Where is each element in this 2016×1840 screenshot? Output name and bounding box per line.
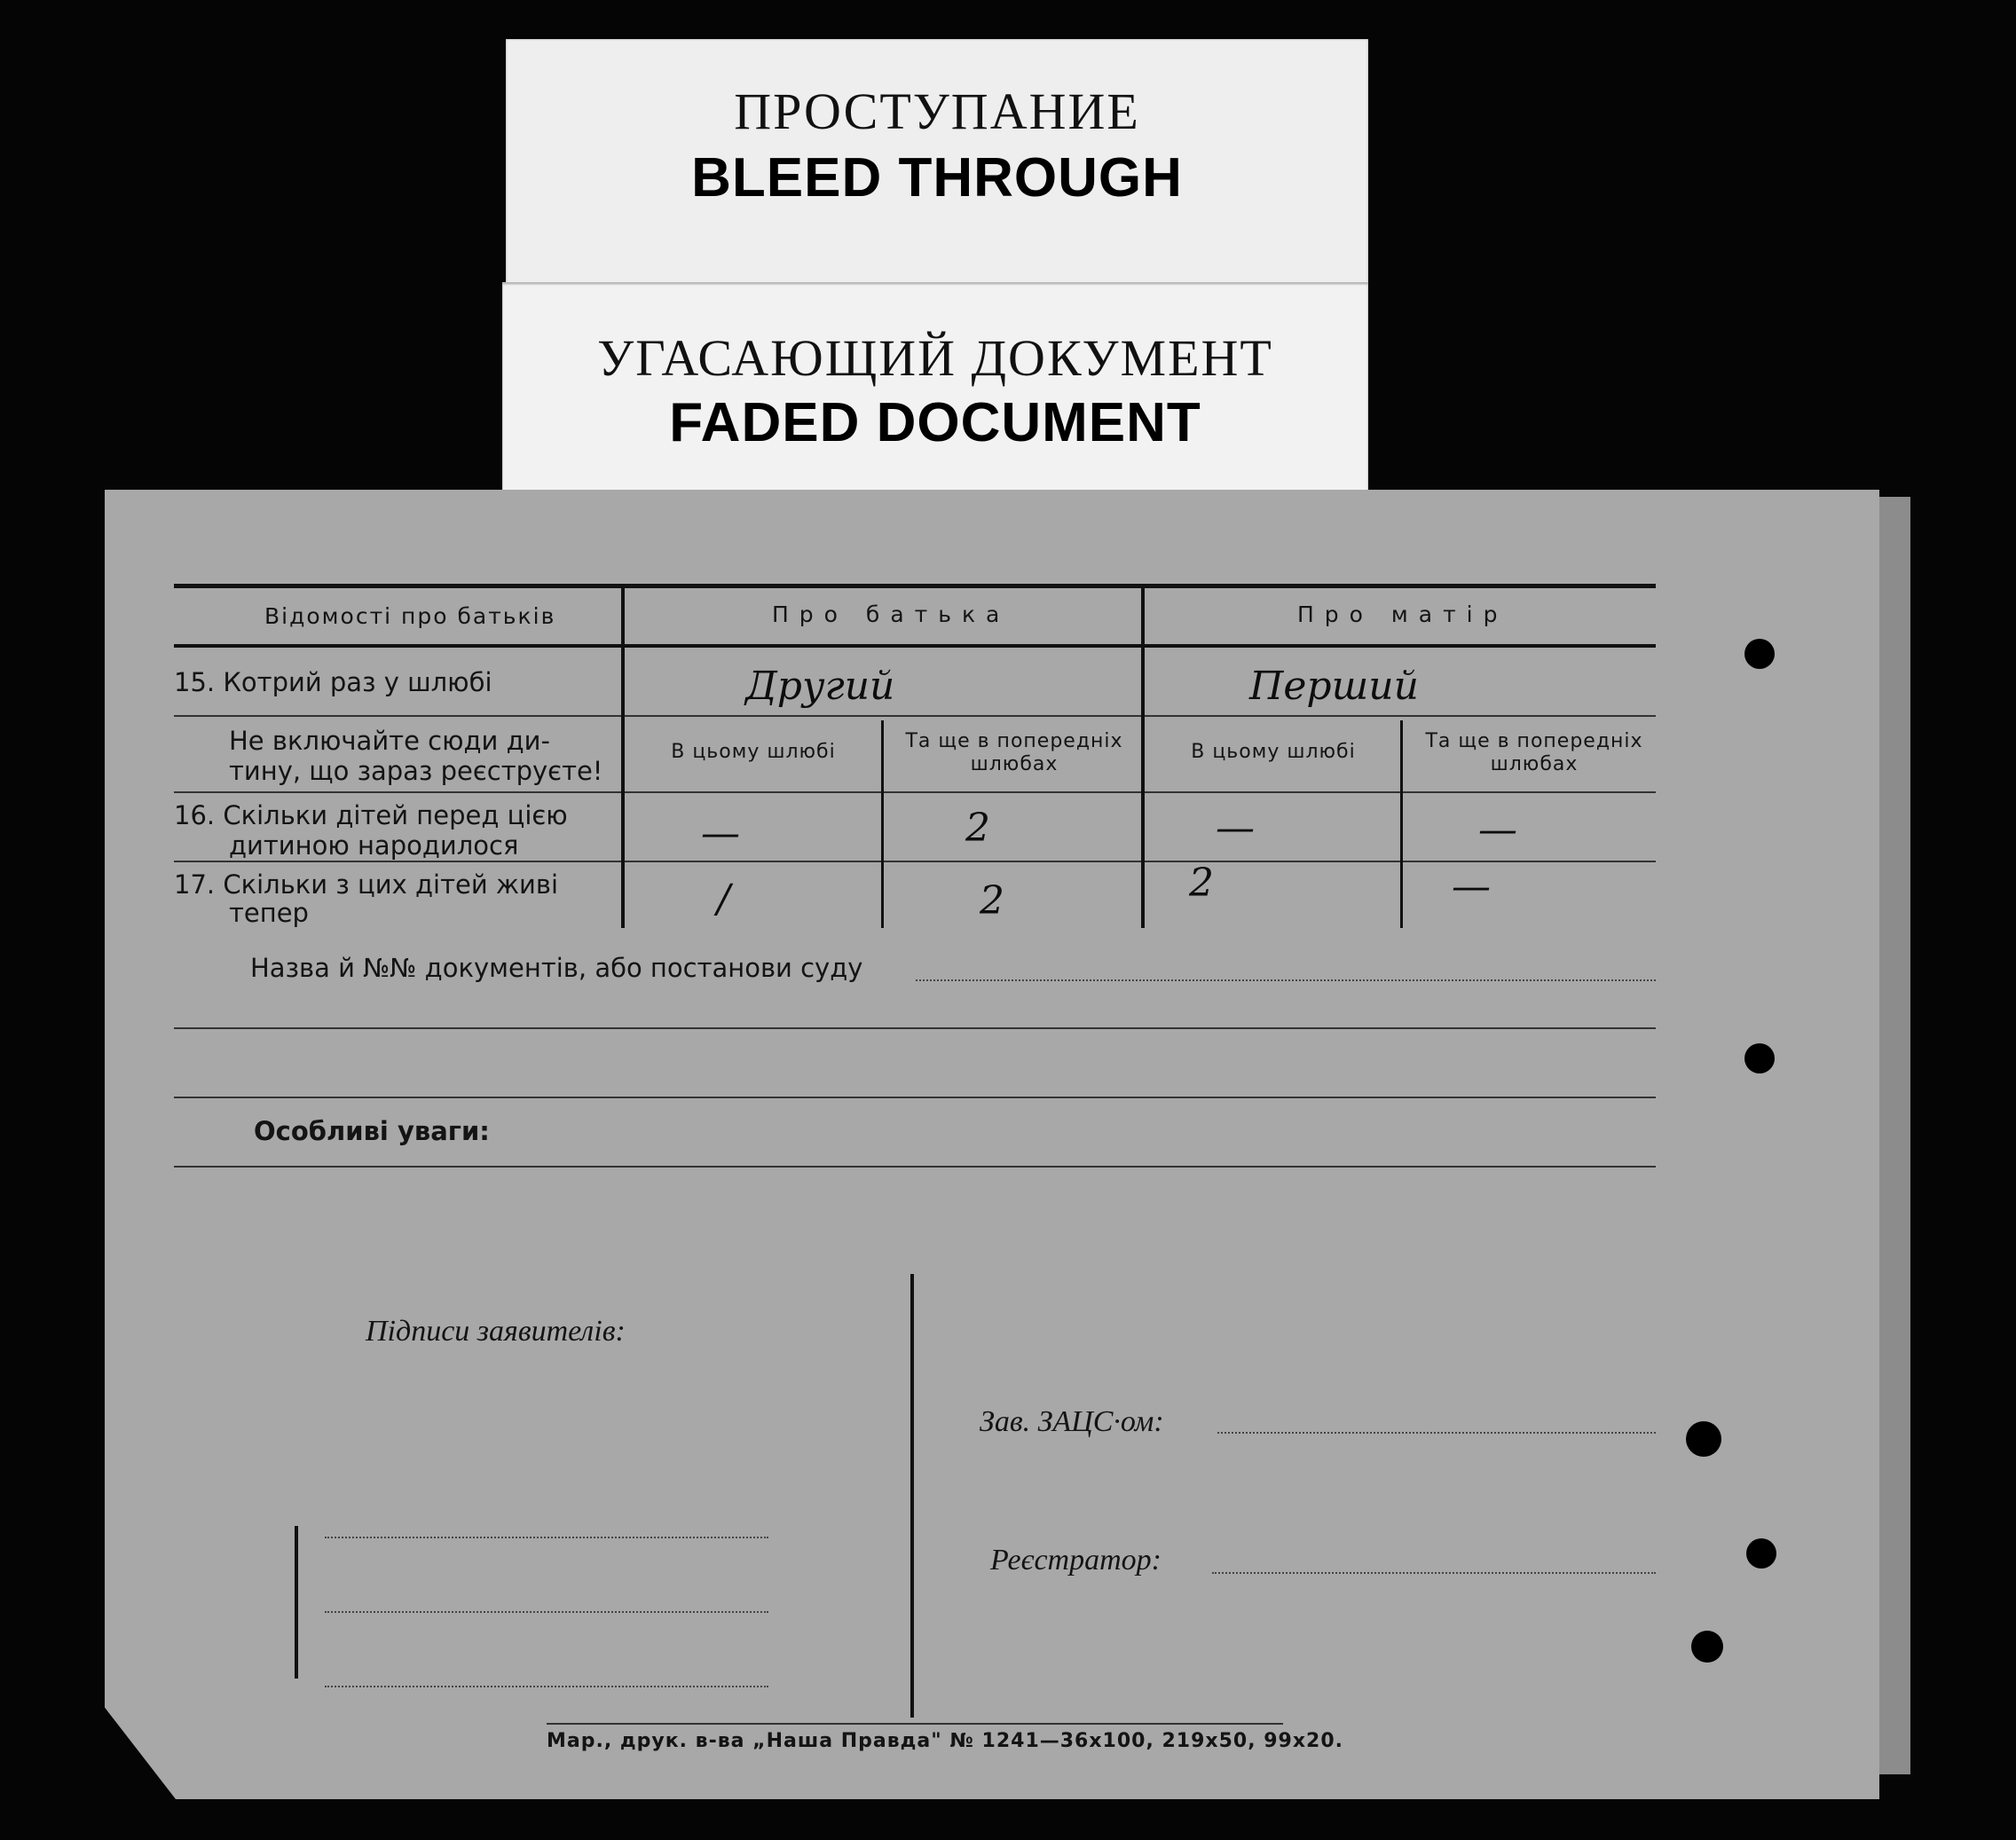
registrar-label: Реєстратор: bbox=[990, 1544, 1162, 1577]
father-prev-marriages-header-1: Та ще в попередніх bbox=[905, 730, 1123, 752]
applicant-line-2 bbox=[325, 1611, 768, 1613]
punch-hole bbox=[1744, 639, 1775, 669]
row16-mother-prev: — bbox=[1478, 807, 1517, 853]
note-rule bbox=[174, 791, 1656, 793]
row16-father-this: — bbox=[701, 811, 740, 856]
table-header-rule bbox=[174, 644, 1656, 648]
row16-label-2: дитиною народилося bbox=[229, 830, 519, 861]
printer-imprint: Мар., друк. в-ва „Наша Правда" № 1241—36х100, 219х50, 99х20. bbox=[547, 1730, 1344, 1752]
head-of-registry-line bbox=[1217, 1432, 1656, 1434]
signature-divider bbox=[910, 1274, 914, 1718]
mother-this-marriage-header: В цьому шлюбі bbox=[1191, 741, 1356, 763]
punch-hole bbox=[1746, 1538, 1776, 1569]
bleed-through-ru: ПРОСТУПАНИЕ bbox=[734, 83, 1140, 140]
registrar-line bbox=[1212, 1572, 1656, 1574]
col-divider-4 bbox=[1400, 720, 1403, 928]
documents-line-1 bbox=[916, 979, 1656, 981]
faded-document-en: FADED DOCUMENT bbox=[669, 392, 1201, 453]
row16-label-1: 16. Скільки дітей перед цією bbox=[174, 800, 568, 830]
note-line1: Не включайте сюди ди- bbox=[229, 726, 550, 756]
row17-label-1: 17. Скільки з цих дітей живі bbox=[174, 869, 559, 900]
bleed-through-card bbox=[506, 39, 1368, 296]
father-prev-marriages-header-2: шлюбах bbox=[970, 753, 1059, 775]
faded-document-ru: УГАСАЮЩИЙ ДОКУМЕНТ bbox=[597, 329, 1273, 387]
row17-mother-prev: — bbox=[1452, 864, 1491, 909]
punch-hole bbox=[1686, 1421, 1721, 1457]
bleed-through-en: BLEED THROUGH bbox=[691, 147, 1183, 208]
note-line2: тину, що зараз реєструєте! bbox=[229, 756, 603, 786]
punch-hole bbox=[1744, 1043, 1775, 1073]
row17-father-prev: 2 bbox=[980, 878, 1004, 924]
head-of-registry-label: Зав. ЗАЦС·ом: bbox=[980, 1405, 1164, 1438]
remarks-line bbox=[174, 1166, 1656, 1168]
remarks-label: Особливі уваги: bbox=[254, 1116, 490, 1146]
row16-mother-this: — bbox=[1216, 806, 1255, 851]
row16-father-prev: 2 bbox=[965, 806, 990, 851]
applicant-line-1 bbox=[325, 1537, 768, 1538]
faded-document-card bbox=[502, 282, 1368, 497]
footer-rule bbox=[547, 1723, 1283, 1725]
col-divider-3 bbox=[881, 720, 884, 928]
documents-line-2 bbox=[174, 1027, 1656, 1029]
row15-mother-value: Перший bbox=[1249, 664, 1419, 709]
documents-label: Назва й №№ документів, або постанови суду bbox=[250, 953, 863, 983]
row17-mother-this: 2 bbox=[1189, 861, 1214, 906]
header-father: Про батька bbox=[772, 602, 1011, 627]
row17-label-2: тепер bbox=[229, 898, 309, 928]
row17-father-this: / bbox=[717, 877, 730, 922]
table-top-rule bbox=[174, 584, 1656, 588]
col-divider-1 bbox=[621, 586, 625, 928]
mother-prev-marriages-header-1: Та ще в попередніх bbox=[1425, 730, 1643, 752]
applicants-bracket bbox=[295, 1526, 298, 1679]
row15-label: 15. Котрий раз у шлюбі bbox=[174, 667, 492, 697]
header-parents-info: Відомості про батьків bbox=[264, 603, 556, 629]
father-this-marriage-header: В цьому шлюбі bbox=[671, 741, 836, 763]
row16-rule bbox=[174, 861, 1656, 862]
applicant-line-3 bbox=[325, 1686, 768, 1687]
applicants-signature-label: Підписи заявителів: bbox=[366, 1315, 626, 1348]
row15-father-value: Другий bbox=[745, 664, 895, 709]
header-mother: Про матір bbox=[1297, 602, 1508, 627]
documents-line-3 bbox=[174, 1097, 1656, 1098]
punch-hole bbox=[1691, 1631, 1723, 1663]
mother-prev-marriages-header-2: шлюбах bbox=[1490, 753, 1579, 775]
row15-rule bbox=[174, 715, 1656, 717]
